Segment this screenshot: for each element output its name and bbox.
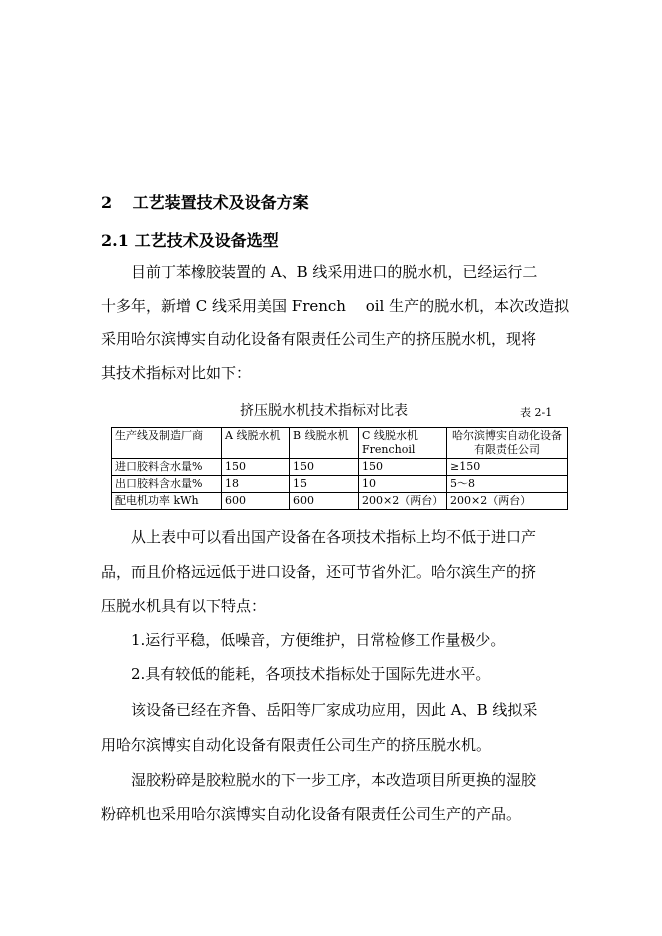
table-cell: 15 — [290, 476, 359, 493]
table-cell: 150 — [222, 459, 290, 476]
paragraph-line: 该设备已经在齐鲁、岳阳等厂家成功应用，因此 A、B 线拟采 — [131, 701, 538, 719]
table-cell: 出口胶料含水量% — [112, 476, 222, 493]
table-header-cell: C 线脱水机 Frenchoil — [359, 428, 447, 459]
subsection-title: 工艺技术及设备选型 — [134, 231, 279, 250]
table-cell: 600 — [290, 493, 359, 510]
table-header-cell: 哈尔滨博实自动化设备有限责任公司 — [447, 428, 568, 459]
list-item: 2.具有较低的能耗，各项技术指标处于国际先进水平。 — [131, 665, 491, 683]
table-cell: 18 — [222, 476, 290, 493]
subsection-heading — [101, 228, 279, 251]
section-heading — [101, 190, 309, 213]
subsection-number: 2.1 — [101, 231, 129, 250]
table-cell: 600 — [222, 493, 290, 510]
paragraph-line: 用哈尔滨博实自动化设备有限责任公司生产的挤压脱水机。 — [101, 736, 492, 754]
paragraph-line: 品，而且价格远远低于进口设备，还可节省外汇。哈尔滨生产的挤 — [101, 563, 537, 581]
table-header-cell: 生产线及制造厂商 — [112, 428, 222, 459]
table-cell: 150 — [290, 459, 359, 476]
table-row — [112, 476, 568, 493]
section-title: 工艺装置技术及设备方案 — [132, 193, 309, 212]
list-item: 1.运行平稳，低噪音，方便维护，日常检修工作量极少。 — [131, 631, 506, 649]
table-cell: 200×2（两台） — [447, 493, 568, 510]
paragraph-line: 压脱水机具有以下特点： — [101, 597, 267, 615]
table-caption: 挤压脱水机技术指标对比表 — [240, 403, 408, 419]
spec-comparison-table — [111, 427, 568, 510]
table-header-row — [112, 428, 568, 459]
paragraph-line: 湿胶粉碎是胶粒脱水的下一步工序，本改造项目所更换的湿胶 — [131, 771, 537, 789]
table-row — [112, 493, 568, 510]
table-cell: 10 — [359, 476, 447, 493]
table-row — [112, 459, 568, 476]
table-header-cell: B 线脱水机 — [290, 428, 359, 459]
paragraph-line: 其技术指标对比如下： — [101, 364, 252, 382]
paragraph-line: 粉碎机也采用哈尔滨博实自动化设备有限责任公司生产的产品。 — [101, 805, 522, 823]
table-cell: 5～8 — [447, 476, 568, 493]
table-cell: ≥150 — [447, 459, 568, 476]
section-number: 2 — [101, 193, 113, 212]
paragraph-line: 目前丁苯橡胶装置的 A、B 线采用进口的脱水机，已经运行二 — [131, 263, 538, 281]
table-number: 表 2-1 — [520, 406, 553, 419]
table-cell: 200×2（两台） — [359, 493, 447, 510]
table-cell: 150 — [359, 459, 447, 476]
table-cell: 进口胶料含水量% — [112, 459, 222, 476]
paragraph-line: 采用哈尔滨博实自动化设备有限责任公司生产的挤压脱水机，现将 — [101, 330, 537, 348]
paragraph-line: 十多年，新增 C 线采用美国 French oil 生产的脱水机，本次改造拟 — [101, 297, 570, 315]
table-cell: 配电机功率 kWh — [112, 493, 222, 510]
paragraph-line: 从上表中可以看出国产设备在各项技术指标上均不低于进口产 — [131, 528, 537, 546]
table-header-cell: A 线脱水机 — [222, 428, 290, 459]
